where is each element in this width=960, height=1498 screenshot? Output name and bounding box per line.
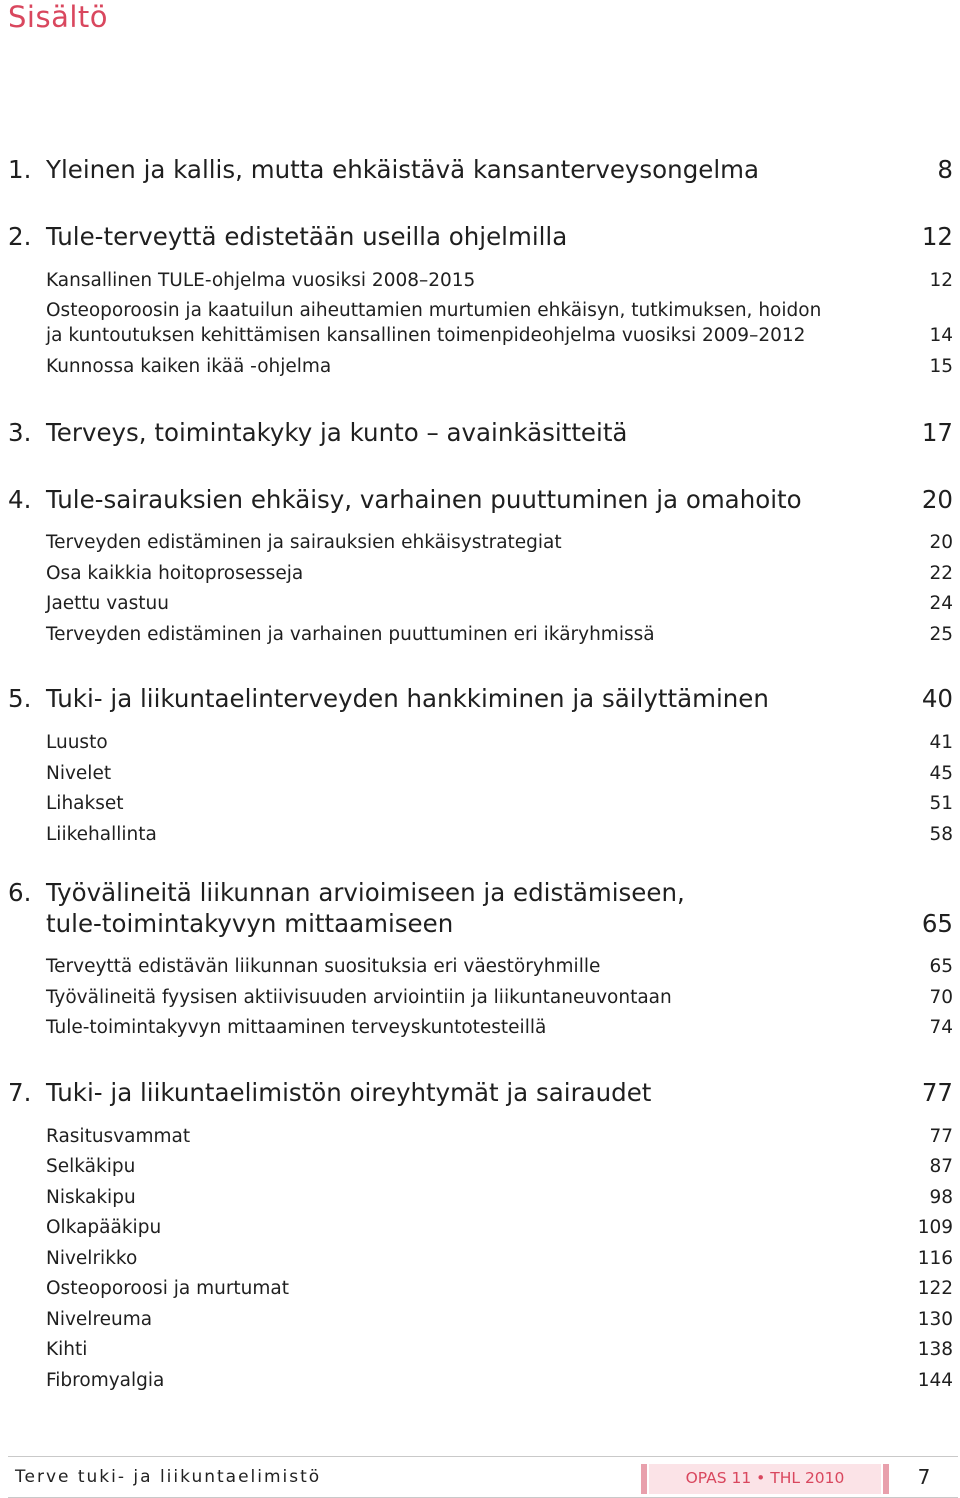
section-title: Tule-terveyttä edistetään useilla ohjelmilla [46,222,568,251]
item-title: Nivelet [46,763,112,784]
item-page: 138 [917,1339,953,1360]
section-title: Terveys, toimintakyky ja kunto – avainkäsitteitä [46,418,628,447]
item-page: 77 [929,1126,953,1147]
page-title: Sisältö [8,0,109,34]
item-title: Rasitusvammat [46,1126,191,1147]
item-title: Lihakset [46,793,124,814]
item-page: 12 [929,270,953,291]
toc-section-6[interactable] [0,878,960,942]
item-title: Terveyttä edistävän liikunnan suosituksia eri väestöryhmille [46,956,601,977]
section-title: Tule-sairauksien ehkäisy, varhainen puuttuminen ja omahoito [46,485,802,514]
item-page: 122 [917,1278,953,1299]
item-page: 20 [929,532,953,553]
item-title: Terveyden edistäminen ja sairauksien ehkäisystrategiat [46,532,562,553]
section-title: Tuki- ja liikuntaelimistön oireyhtymät ja sairaudet [46,1078,652,1107]
item-page: 15 [929,356,953,377]
item-title: Osteoporoosin ja kaatuilun aiheuttamien murtumien ehkäisyn, tutkimuksen, hoidon [46,300,822,321]
section-page: 65 [921,909,953,938]
section-number: 7. [8,1078,32,1107]
footer-page-number: 7 [917,1465,931,1489]
footer-series-label: OPAS 11 • THL 2010 [685,1469,845,1487]
section-page: 12 [921,222,953,251]
item-title: Liikehallinta [46,824,157,845]
footer-rule-top [8,1456,958,1457]
item-title: Nivelrikko [46,1248,138,1269]
item-page: 130 [917,1309,953,1330]
section-title: Työvälineitä liikunnan arvioimiseen ja edistämiseen, [46,878,685,907]
section-number: 6. [8,878,32,907]
footer-divider-bar [883,1464,889,1494]
section-page: 77 [921,1078,953,1107]
section-title: Tuki- ja liikuntaelinterveyden hankkiminen ja säilyttäminen [46,684,769,713]
item-title: Niskakipu [46,1187,136,1208]
item-page: 87 [929,1156,953,1177]
item-title: Kansallinen TULE-ohjelma vuosiksi 2008–2015 [46,270,476,291]
item-title: Osteoporoosi ja murtumat [46,1278,290,1299]
item-page: 65 [929,956,953,977]
footer-divider-bar [641,1464,647,1494]
item-title: Kunnossa kaiken ikää -ohjelma [46,356,332,377]
item-title: Tule-toimintakyvyn mittaaminen terveyskuntotesteillä [46,1017,547,1038]
item-page: 41 [929,732,953,753]
section-page: 8 [937,155,953,184]
item-title: Olkapääkipu [46,1217,162,1238]
item-page: 58 [929,824,953,845]
section-page: 20 [921,485,953,514]
section-title-continued: tule-toimintakyvyn mittaamiseen [46,909,454,938]
item-page: 144 [917,1370,953,1391]
section-number: 1. [8,155,32,184]
item-title: Terveyden edistäminen ja varhainen puuttuminen eri ikäryhmissä [46,624,655,645]
item-page: 24 [929,593,953,614]
section-page: 40 [921,684,953,713]
item-title: Selkäkipu [46,1156,136,1177]
item-page: 45 [929,763,953,784]
item-title: Fibromyalgia [46,1370,165,1391]
item-title: Osa kaikkia hoitoprosesseja [46,563,304,584]
item-title: Nivelreuma [46,1309,153,1330]
section-page: 17 [921,418,953,447]
section-title: Yleinen ja kallis, mutta ehkäistävä kansanterveysongelma [46,155,760,184]
toc-item[interactable] [0,300,960,352]
item-title: Kihti [46,1339,88,1360]
section-number: 2. [8,222,32,251]
item-page: 14 [929,325,953,346]
item-title: Työvälineitä fyysisen aktiivisuuden arviointiin ja liikuntaneuvontaan [46,987,672,1008]
item-title: Jaettu vastuu [46,593,169,614]
item-page: 98 [929,1187,953,1208]
section-number: 4. [8,485,32,514]
item-page: 25 [929,624,953,645]
item-page: 116 [917,1248,953,1269]
item-title-continued: ja kuntoutuksen kehittämisen kansallinen toimenpideohjelma vuosiksi 2009–2012 [46,325,806,346]
item-page: 70 [929,987,953,1008]
item-page: 22 [929,563,953,584]
section-number: 5. [8,684,32,713]
item-page: 51 [929,793,953,814]
footer-publication-title: Terve tuki- ja liikuntaelimistö [15,1467,322,1487]
item-page: 109 [917,1217,953,1238]
section-number: 3. [8,418,32,447]
item-page: 74 [929,1017,953,1038]
item-title: Luusto [46,732,108,753]
page-footer [0,1456,960,1498]
